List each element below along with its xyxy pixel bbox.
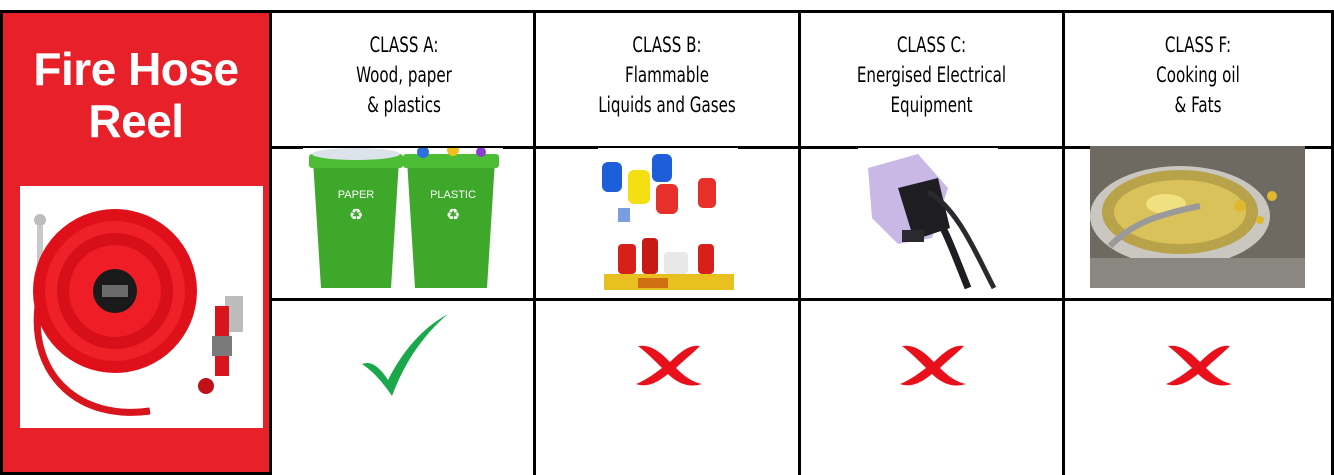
table-col-border-1	[533, 10, 536, 475]
class-c-desc-line1: Energised Electrical	[856, 63, 1007, 87]
class-f-header	[1102, 12, 1294, 147]
paper-bin-label: PAPER	[337, 189, 375, 201]
table-col-border-3	[1062, 10, 1065, 475]
class-b-label: CLASS B:	[632, 33, 702, 57]
class-c-desc-line2: Equipment	[890, 93, 973, 117]
class-c-label: CLASS C:	[896, 33, 967, 57]
class-c-header	[838, 12, 1026, 147]
class-f-desc-line2: & Fats	[1174, 93, 1222, 117]
table-col-border-2	[798, 10, 801, 475]
power-plug-photo	[858, 148, 998, 294]
svg-text:♻: ♻	[348, 205, 364, 224]
cross-icon-class-b	[632, 342, 704, 388]
cross-icon-class-f	[1162, 342, 1234, 388]
table-divider-2	[272, 298, 1334, 301]
plastic-bin-label: PLASTIC	[430, 189, 476, 201]
cross-icon-class-c	[896, 342, 968, 388]
panel-title-line1: Fire Hose	[33, 43, 239, 95]
cooking-oil-photo	[1090, 146, 1305, 288]
class-b-desc-line2: Liquids and Gases	[598, 93, 736, 117]
class-a-label: CLASS A:	[369, 33, 439, 57]
class-b-header	[573, 12, 762, 147]
class-a-desc-line1: Wood, paper	[356, 63, 452, 87]
class-b-desc-line1: Flammable	[625, 63, 709, 87]
gas-cylinders-photo	[598, 148, 738, 294]
class-f-desc-line1: Cooking oil	[1156, 63, 1240, 87]
panel-title-line2: Reel	[88, 95, 184, 147]
class-f-label: CLASS F:	[1164, 33, 1232, 57]
class-a-desc-line2: & plastics	[367, 93, 441, 117]
check-icon	[358, 312, 450, 400]
class-a-header	[311, 12, 497, 147]
recycling-bins-photo	[303, 148, 503, 294]
svg-text:♻: ♻	[445, 205, 461, 224]
